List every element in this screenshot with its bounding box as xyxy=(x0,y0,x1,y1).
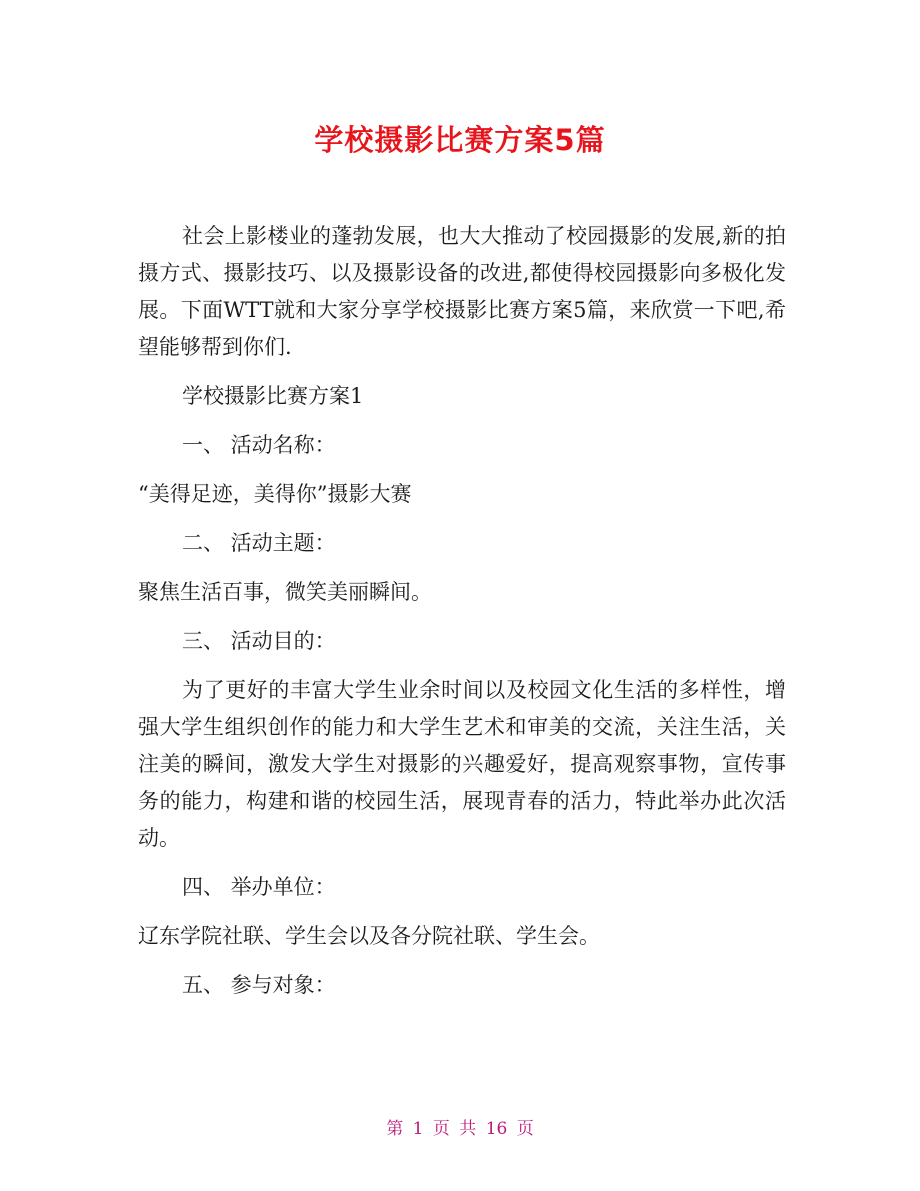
document-title: 学校摄影比赛方案5篇 xyxy=(314,123,606,157)
page-number-footer: 第 1 页 共 16 页 xyxy=(386,1119,534,1139)
heading-activity-purpose: 三、 活动目的： xyxy=(182,629,336,653)
document-body xyxy=(138,218,786,1016)
section-heading-plan-1: 学校摄影比赛方案1 xyxy=(182,384,364,408)
heading-participants: 五、 参与对象： xyxy=(182,973,336,997)
intro-paragraph: 社会上影楼业的蓬勃发展，也大大推动了校园摄影的发展,新的拍摄方式、摄影技巧、以及摄影设备的改进,都使得校园摄影向多极化发展。下面WTT就和大家分享学校摄影比赛方案5篇，来欣赏一下吧,希望能够帮到你们. xyxy=(138,224,786,359)
activity-purpose-text: 为了更好的丰富大学生业余时间以及校园文化生活的多样性，增强大学生组织创作的能力和大学生艺术和审美的交流，关注生活，关注美的瞬间，激发大学生对摄影的兴趣爱好，提高观察事物，宣传事务的能力，构建和谐的校园生活，展现青春的活力，特此举办此次活动。 xyxy=(138,678,786,850)
organizer-text: 辽东学院社联、学生会以及各分院社联、学生会。 xyxy=(138,924,600,948)
heading-organizer: 四、 举办单位： xyxy=(182,875,336,899)
heading-activity-theme: 二、 活动主题： xyxy=(182,531,336,555)
activity-theme-text: 聚焦生活百事，微笑美丽瞬间。 xyxy=(138,580,432,604)
activity-name-text: “美得足迹，美得你”摄影大赛 xyxy=(138,482,412,506)
heading-activity-name: 一、 活动名称： xyxy=(182,433,336,457)
